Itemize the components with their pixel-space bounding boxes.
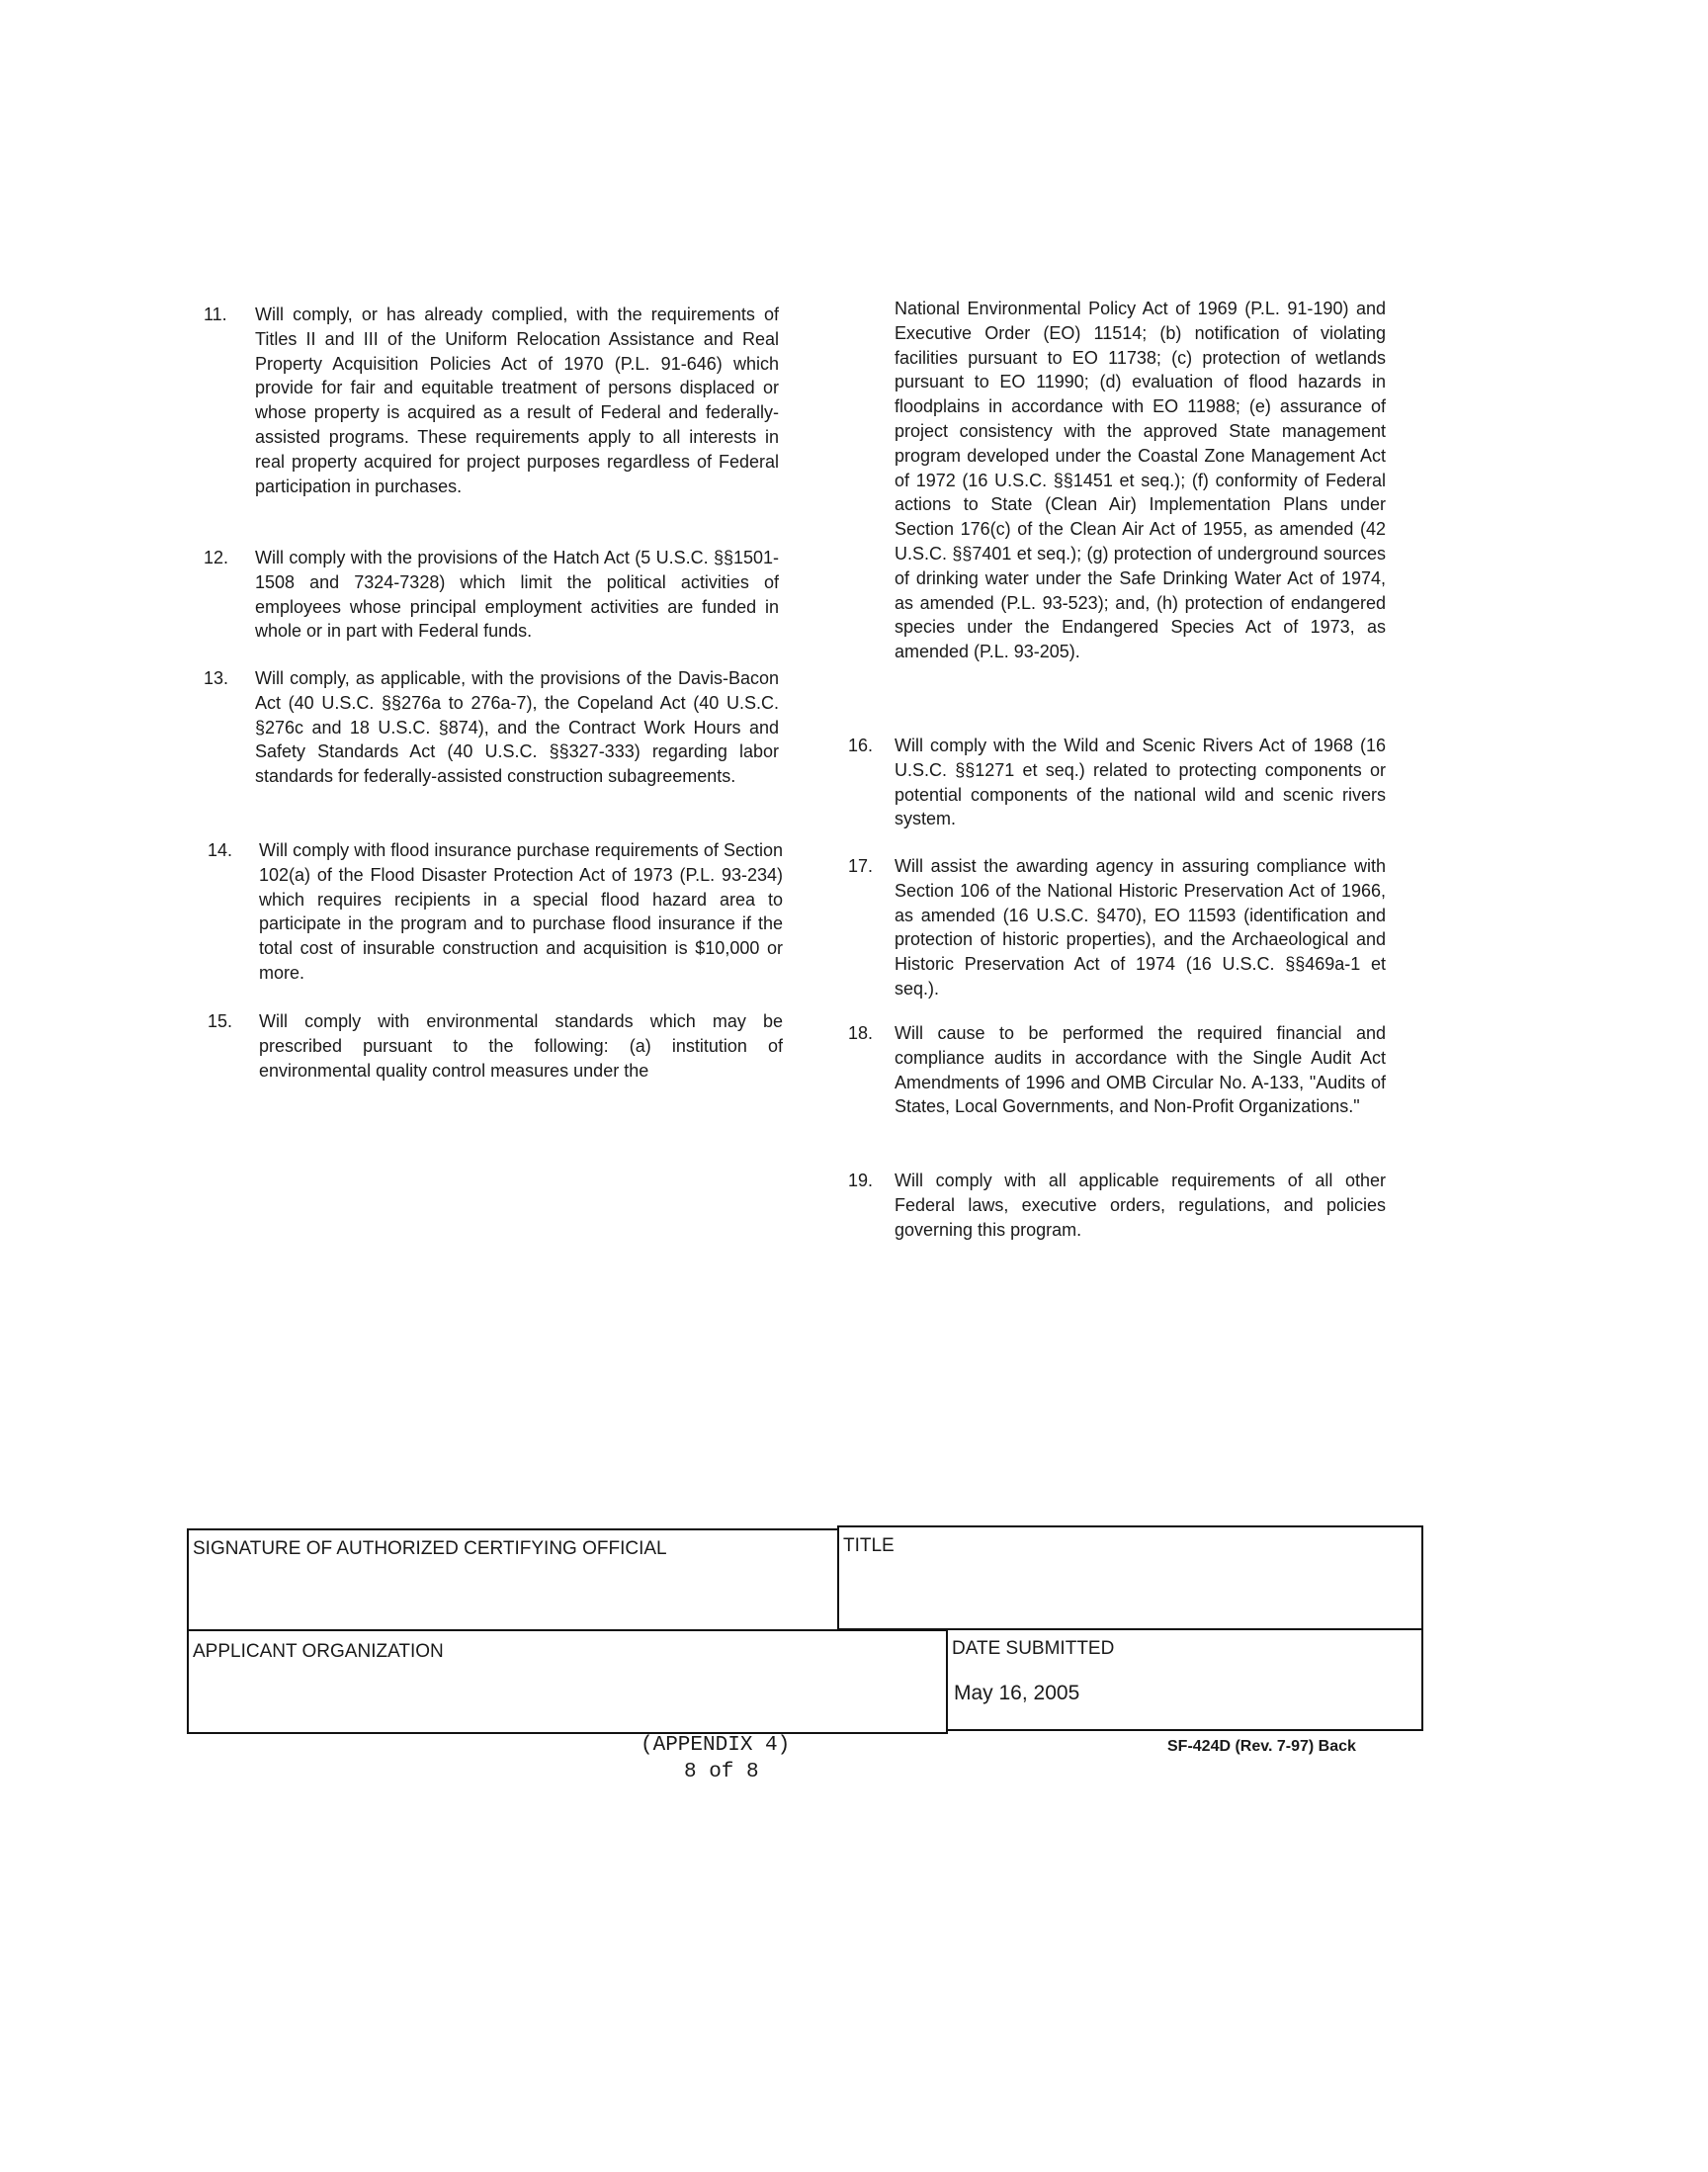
signature-label: SIGNATURE OF AUTHORIZED CERTIFYING OFFICIAL — [193, 1538, 667, 1559]
item-number: 18. — [848, 1023, 874, 1043]
item-text: Will cause to be performed the required financial and compliance audits in accordance with the Single Audit Act Amendments of 1996 and OMB Circular No. A-133, "Audits of States, Local Governments, and Non-Profit Organizations." — [895, 1023, 1386, 1117]
item-number: 15. — [208, 1011, 233, 1031]
signature-field[interactable] — [187, 1528, 839, 1631]
item-number: 17. — [848, 856, 874, 876]
assurance-item-15 — [208, 1009, 783, 1083]
item-number: 13. — [204, 668, 229, 688]
appendix-label: (APPENDIX 4) — [640, 1734, 791, 1757]
item-text: Will comply, as applicable, with the provisions of the Davis-Bacon Act (40 U.S.C. §§276a to 276a-7), the Copeland Act (40 U.S.C. §276c and 18 U.S.C. §874), and the Contract Work Hours and Safety Standards Act (40 U.S.C. §§327-333) regarding labor standards for federally-assisted construction subagreements. — [255, 668, 779, 787]
assurance-item-19 — [848, 1169, 1386, 1242]
assurance-item-16 — [848, 734, 1386, 831]
item-number: 12. — [204, 548, 229, 567]
assurance-item-17 — [848, 854, 1386, 1001]
item-text: Will comply with environmental standards which may be prescribed pursuant to the following: (a) institution of environmental quality control measures under the — [259, 1011, 783, 1081]
title-field[interactable] — [837, 1525, 1423, 1630]
item-text: Will comply with the Wild and Scenic Rivers Act of 1968 (16 U.S.C. §§1271 et seq.) related to protecting components or potential components of the national wild and scenic rivers system. — [895, 736, 1386, 829]
date-submitted-field[interactable] — [946, 1628, 1423, 1731]
item-number: 19. — [848, 1171, 874, 1190]
item-15-continuation: National Environmental Policy Act of 1969 (P.L. 91-190) and Executive Order (EO) 11514; (b) notification of violating facilities pursuant to EO 11738; (c) protection of wetlands pursuant to EO 11990; (d) evaluation of flood hazards in floodplains in accordance with EO 11988; (e) assurance of project consistency with the approved State management program developed under the Coastal Zone Management Act of 1972 (16 U.S.C. §§1451 et seq.); (f) conformity of Federal actions to State (Clean Air) Implementation Plans under Section 176(c) of the Clean Air Act of 1955, as amended (42 U.S.C. §§7401 et seq.); (g) protection of underground sources of drinking water under the Safe Drinking Water Act of 1974, as amended (P.L. 93-523); and, (h) protection of endangered species under the Endangered Species Act of 1973, as amended (P.L. 93-205). — [895, 299, 1386, 662]
assurance-item-13 — [204, 666, 779, 789]
applicant-organization-field[interactable] — [187, 1629, 948, 1734]
date-label: DATE SUBMITTED — [952, 1638, 1115, 1659]
page-number: 8 of 8 — [684, 1761, 759, 1783]
assurance-item-18 — [848, 1021, 1386, 1119]
form-id: SF-424D (Rev. 7-97) Back — [1167, 1738, 1356, 1755]
item-number: 14. — [208, 840, 233, 860]
assurance-item-12 — [204, 546, 779, 644]
item-number: 11. — [204, 304, 227, 324]
item-number: 16. — [848, 736, 874, 755]
item-text: Will comply with the provisions of the Hatch Act (5 U.S.C. §§1501-1508 and 7324-7328) which limit the political activities of employees whose principal employment activities are funded in whole or in part with Federal funds. — [255, 548, 779, 642]
assurance-item-14 — [208, 838, 783, 986]
assurance-item-11 — [204, 303, 779, 498]
item-text: Will assist the awarding agency in assuring compliance with Section 106 of the National Historic Preservation Act of 1966, as amended (16 U.S.C. §470), EO 11593 (identification and protection of historic properties), and the Archaeological and Historic Preservation Act of 1974 (16 U.S.C. §§469a-1 et seq.). — [895, 856, 1386, 999]
title-label: TITLE — [843, 1535, 895, 1556]
item-text: Will comply with flood insurance purchase requirements of Section 102(a) of the Flood Disaster Protection Act of 1973 (P.L. 93-234) which requires recipients in a special flood hazard area to participate in the program and to purchase flood insurance if the total cost of insurable construction and acquisition is $10,000 or more. — [259, 840, 783, 983]
item-text: Will comply with all applicable requirements of all other Federal laws, executive orders, regulations, and policies governing this program. — [895, 1171, 1386, 1240]
item-text: Will comply, or has already complied, with the requirements of Titles II and III of the Uniform Relocation Assistance and Real Property Acquisition Policies Act of 1970 (P.L. 91-646) which provide for fair and equitable treatment of persons displaced or whose property is acquired as a result of Federal and federally-assisted programs. These requirements apply to all interests in real property acquired for project purposes regardless of Federal participation in purchases. — [255, 304, 779, 496]
date-value: May 16, 2005 — [954, 1682, 1080, 1704]
organization-label: APPLICANT ORGANIZATION — [193, 1641, 444, 1662]
